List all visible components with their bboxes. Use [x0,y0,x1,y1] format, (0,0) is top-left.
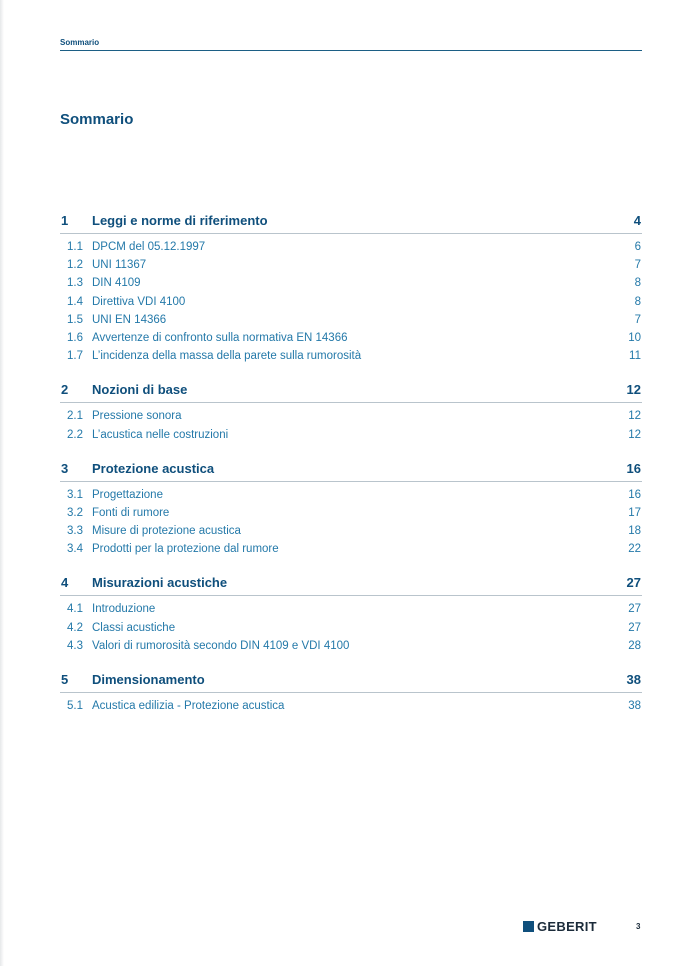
toc-section-title: Protezione acustica [92,460,215,476]
logo-square-icon [523,921,534,932]
toc-item[interactable] [60,330,642,348]
toc-section [60,459,642,560]
toc-item-page: 7 [634,259,641,272]
toc-section-heading[interactable] [60,211,642,234]
toc-section-page: 16 [626,460,641,476]
toc-item-title: Avvertenze di confronto sulla normativa EN 14366 [92,331,348,344]
toc-item-num: 1.1 [67,241,83,253]
toc-item[interactable] [60,348,642,366]
toc-item-num: 4.3 [67,639,83,652]
toc-section-title: Dimensionamento [92,672,205,687]
toc-section-heading[interactable] [60,380,642,403]
toc-section-num: 4 [61,575,69,591]
toc-item[interactable] [60,257,642,275]
toc-item[interactable] [60,601,642,619]
toc-item[interactable] [60,620,642,638]
toc-item-num: 1.5 [67,313,83,326]
toc-item-list [60,234,642,366]
toc-item-title: L’acustica nelle costruzioni [92,428,229,441]
toc-item-page: 12 [628,428,641,441]
toc-item-num: 3.3 [67,525,83,538]
toc-item-num: 2.2 [67,428,83,441]
toc-item-list [60,693,642,716]
toc-item-title: Classi acustiche [92,621,176,634]
toc-item-num: 1.2 [67,259,83,272]
toc-section-page: 27 [626,575,641,591]
toc-item-title: Pressione sonora [92,410,182,423]
toc-item-num: 1.7 [67,350,83,363]
toc-item-title: UNI 11367 [92,259,147,272]
toc-item-page: 18 [628,525,641,538]
toc-item[interactable] [60,408,642,426]
toc-item-title: DIN 4109 [92,277,141,290]
toc-item-num: 4.1 [67,603,83,616]
toc-section-num: 5 [61,672,69,687]
toc-item-num: 1.4 [67,295,83,308]
toc-item-num: 1.6 [67,331,83,344]
logo-text: GEBERIT [537,919,597,934]
toc-item[interactable] [60,275,642,293]
toc-item-title: Fonti di rumore [92,506,170,519]
toc-item-page: 27 [628,621,641,634]
toc-item-page: 28 [628,639,641,652]
toc-section-title: Leggi e norme di riferimento [92,213,268,228]
toc-item-num: 5.1 [67,700,83,712]
toc-item-title: Acustica edilizia - Protezione acustica [92,700,285,712]
toc-item-title: Introduzione [92,603,156,616]
toc-item-title: L’incidenza della massa della parete sulla rumorosità [92,350,362,363]
toc-item-page: 10 [628,331,641,344]
toc-section-title: Nozioni di base [92,382,188,398]
toc-item-title: Prodotti per la protezione dal rumore [92,543,279,556]
toc-item[interactable] [60,541,642,559]
toc-item-list [60,482,642,560]
toc-item-page: 38 [628,700,641,712]
toc-item[interactable] [60,523,642,541]
toc-section-page: 38 [626,672,641,687]
table-of-contents [60,211,642,730]
toc-item-num: 3.2 [67,506,83,519]
geberit-logo [523,919,597,934]
toc-section [60,380,642,444]
toc-item-title: Misure di protezione acustica [92,525,241,538]
toc-item-num: 3.4 [67,543,83,556]
toc-item-page: 11 [629,350,641,363]
toc-item[interactable] [60,427,642,445]
toc-item[interactable] [60,312,642,330]
toc-item[interactable] [60,487,642,505]
running-head [60,38,642,51]
toc-section-num: 3 [61,460,69,476]
toc-item-page: 8 [634,295,641,308]
page-title: Sommario [60,111,134,128]
toc-item-title: Progettazione [92,488,163,501]
toc-section [60,573,642,656]
toc-item-list [60,403,642,444]
toc-section-num: 1 [61,213,69,228]
page-edge [0,0,4,966]
toc-item-page: 12 [628,410,641,423]
toc-section-page: 12 [626,382,641,398]
toc-item[interactable] [60,638,642,656]
toc-item[interactable] [60,239,642,257]
toc-item-page: 27 [628,603,641,616]
toc-item[interactable] [60,505,642,523]
toc-item-page: 22 [628,543,641,556]
toc-section-title: Misurazioni acustiche [92,575,228,591]
toc-section-heading[interactable] [60,459,642,482]
toc-item-title: UNI EN 14366 [92,313,167,326]
toc-item[interactable] [60,294,642,312]
toc-item-title: Direttiva VDI 4100 [92,295,186,308]
toc-section-page: 4 [633,213,641,228]
toc-section [60,211,642,366]
toc-item-page: 7 [634,313,641,326]
toc-section-num: 2 [61,382,69,398]
toc-item-num: 2.1 [67,410,83,423]
page-number: 3 [636,922,641,931]
toc-item-list [60,596,642,656]
toc-item-num: 1.3 [67,277,83,290]
toc-item-page: 17 [628,506,641,519]
toc-item-num: 4.2 [67,621,83,634]
toc-item-num: 3.1 [67,488,83,501]
toc-item-page: 16 [628,488,641,501]
toc-section-heading[interactable] [60,670,642,693]
toc-item-title: Valori di rumorosità secondo DIN 4109 e VDI 4100 [92,639,350,652]
toc-item-page: 8 [634,277,641,290]
toc-item[interactable] [60,698,642,716]
toc-item-page: 6 [634,241,641,253]
toc-section [60,670,642,716]
toc-item-title: DPCM del 05.12.1997 [92,241,206,253]
running-head-text: Sommario [60,38,100,47]
toc-section-heading[interactable] [60,573,642,596]
